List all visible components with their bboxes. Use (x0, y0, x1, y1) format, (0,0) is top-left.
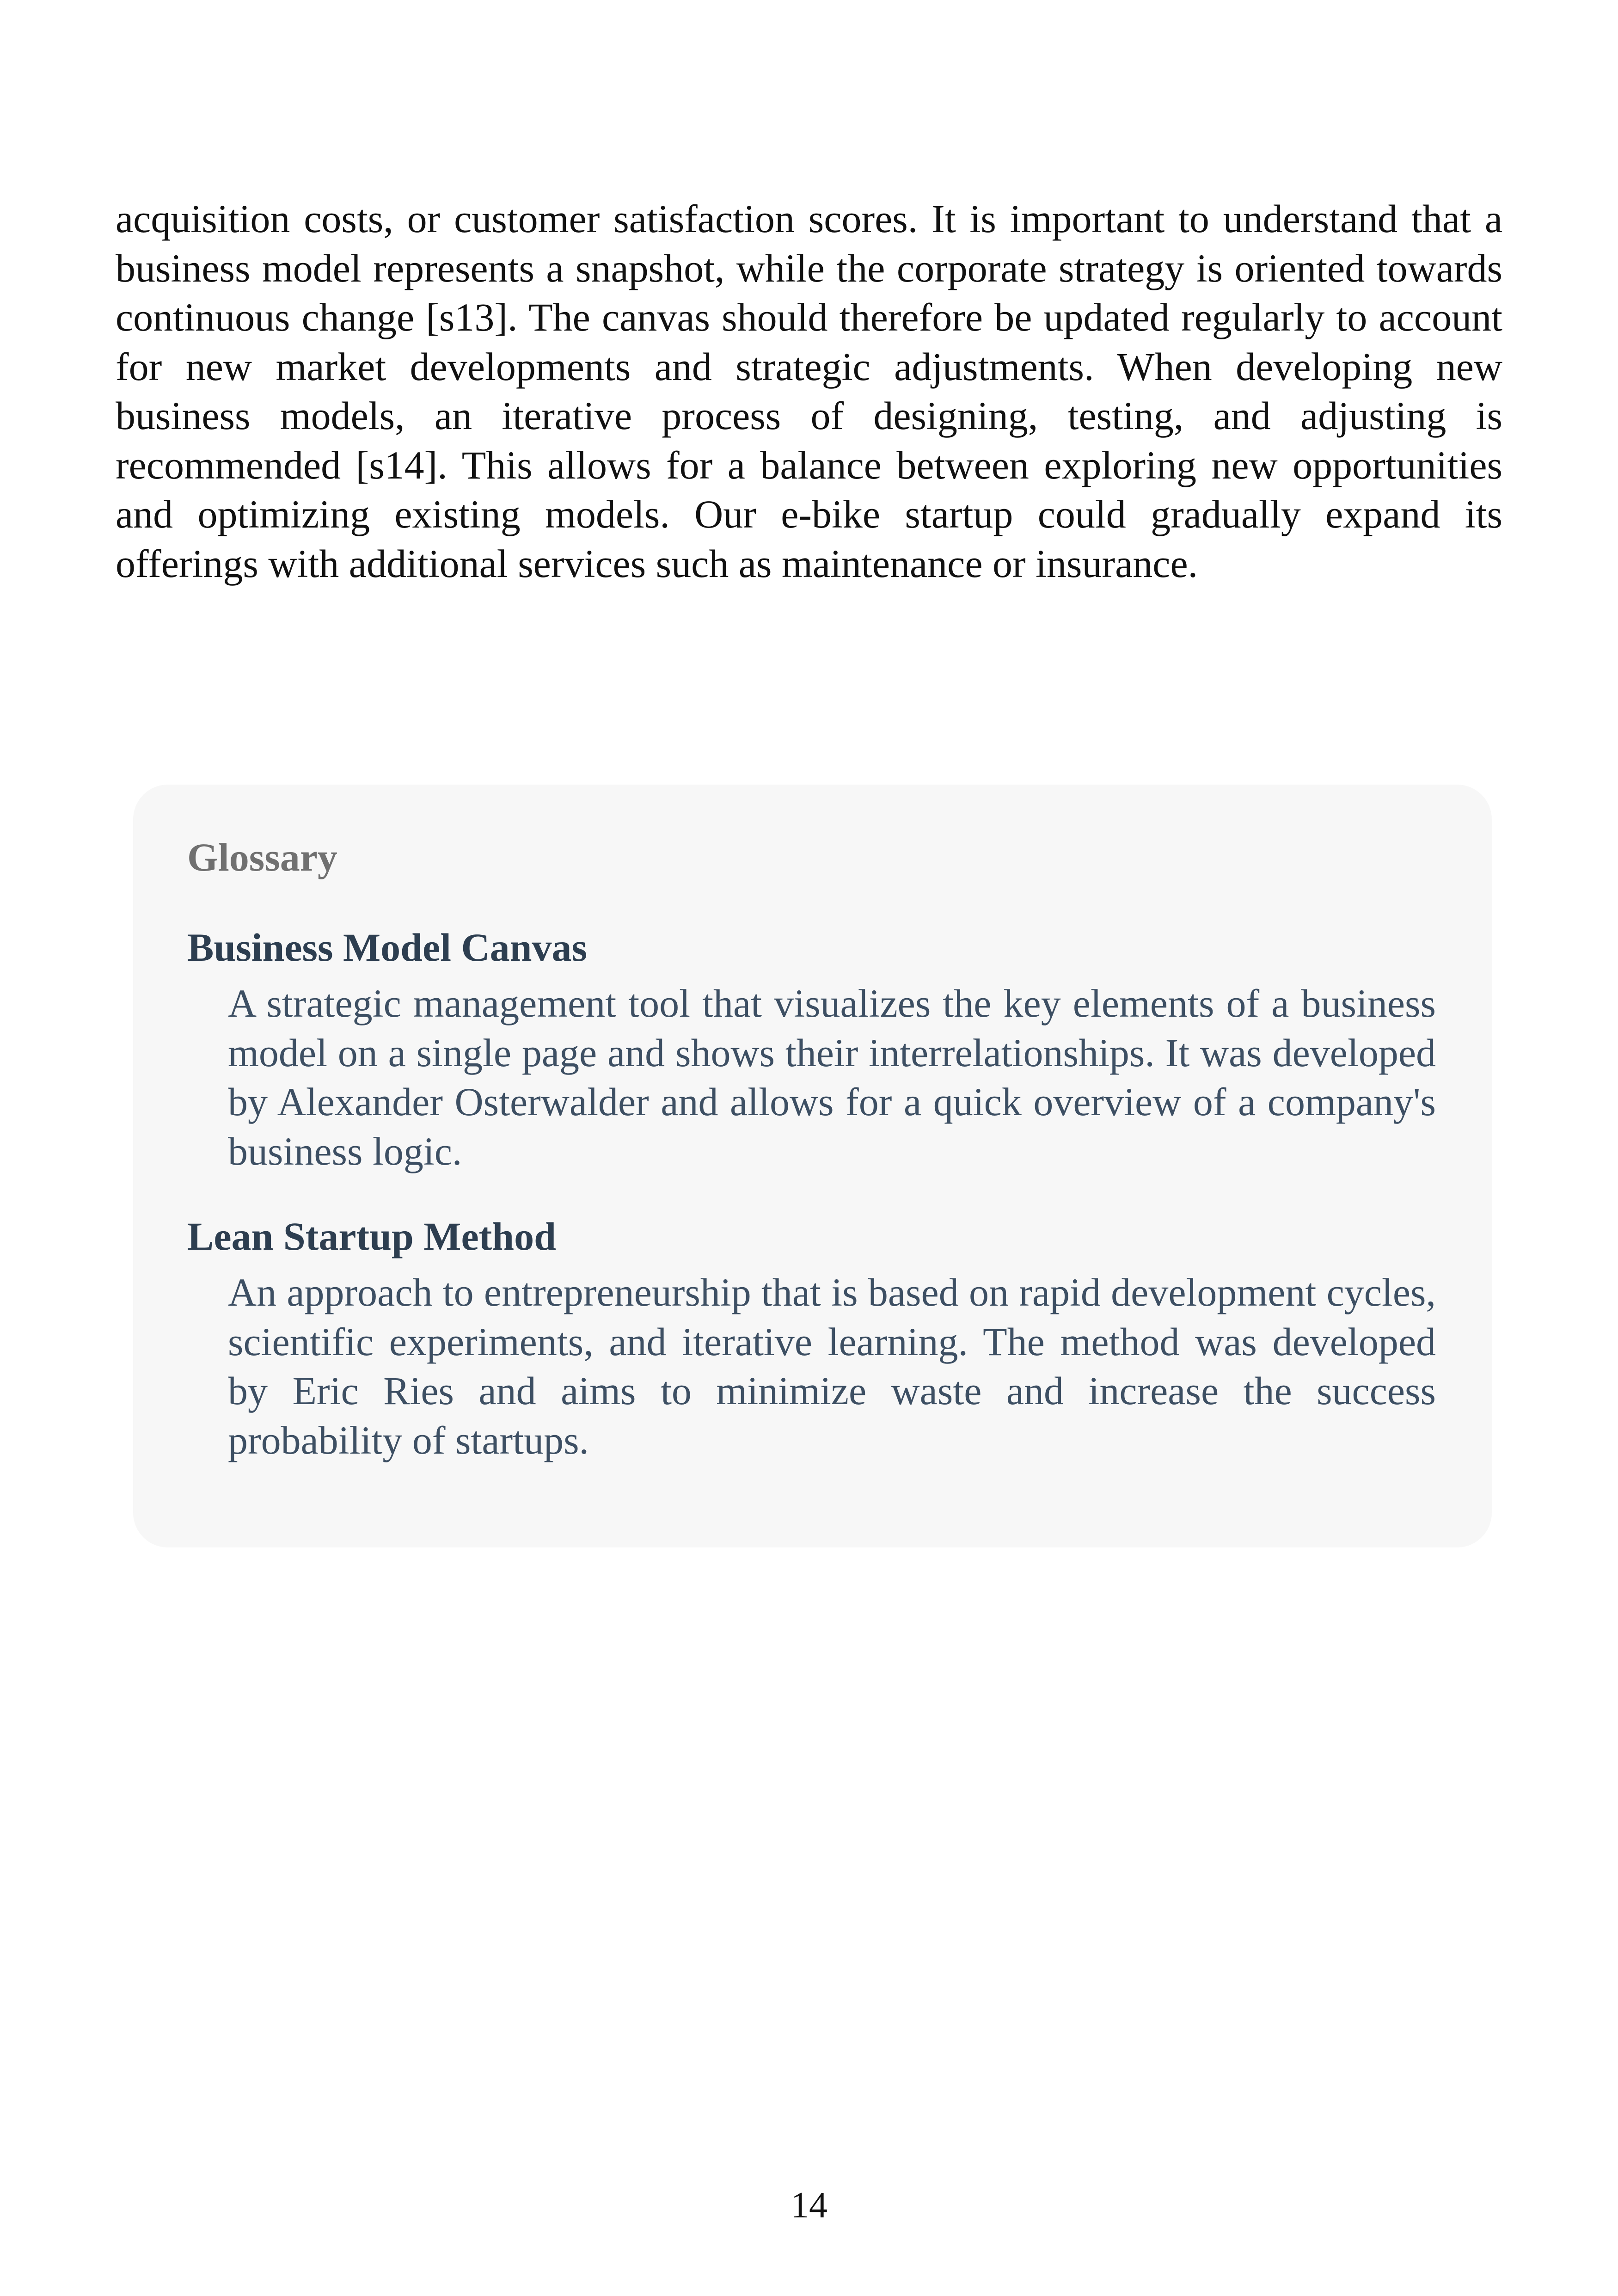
glossary-definition-lean-startup-method: An approach to entrepreneurship that is based on rapid development cycles, scientific experiments, and iterative learning. The method was developed by Eric Ries and aims to minimize waste and increase the success probability of startups. (228, 1270, 1436, 1462)
glossary-heading: Glossary (187, 835, 337, 879)
body-paragraph: acquisition costs, or customer satisfaction scores. It is important to understand that a business model represents a snapshot, while the corporate strategy is oriented towards continuous change [s13]. The canvas should therefore be updated regularly to account for new market developments and strategic adjustments. When developing new business models, an iterative process of designing, testing, and adjusting is recommended [s14]. This allows for a balance between exploring new opportunities and optimizing existing models. Our e-bike startup could gradually expand its offerings with additional services such as maintenance or insurance. (116, 196, 1502, 586)
page-number: 14 (791, 2185, 827, 2226)
glossary-term-business-model-canvas: Business Model Canvas (187, 925, 587, 970)
glossary-term-lean-startup-method: Lean Startup Method (187, 1214, 556, 1259)
glossary-box (133, 785, 1492, 1547)
glossary-definition-business-model-canvas: A strategic management tool that visualizes the key elements of a business model on a single page and shows their interrelationships. It was developed by Alexander Osterwalder and allows for a quick overview of a company's business logic. (228, 981, 1436, 1173)
